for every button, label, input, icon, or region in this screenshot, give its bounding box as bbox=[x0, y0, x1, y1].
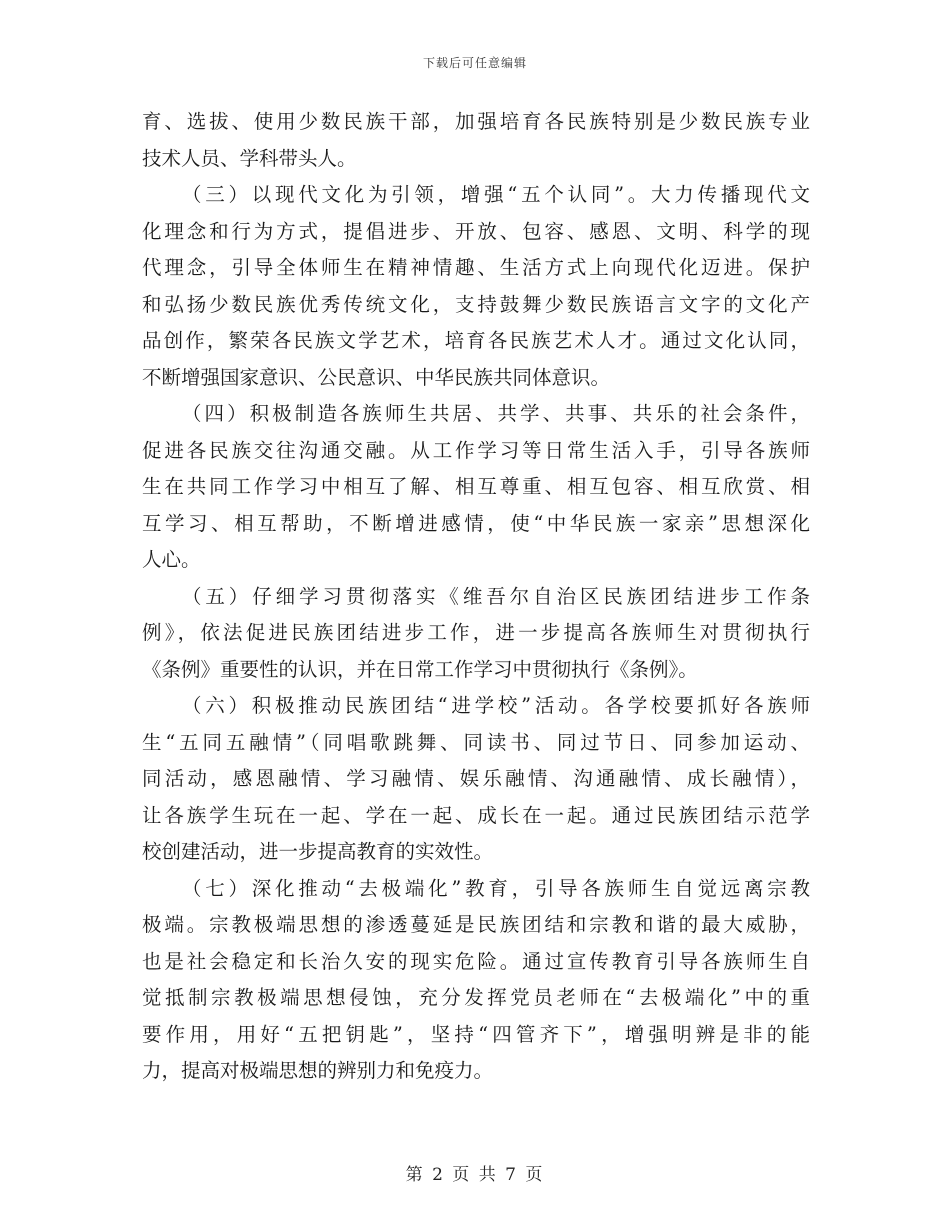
text-line: 校创建活动，进一步提高教育的实效性。 bbox=[142, 840, 494, 863]
paragraph bbox=[142, 579, 810, 689]
text-line: 促进各民族交往沟通交融。从工作学习等日常生活入手，引导各族师 bbox=[142, 438, 810, 462]
text-line: 要作用，用好“五把钥匙”，坚持“四管齐下”，增强明辨是非的能 bbox=[142, 1022, 810, 1046]
text-line: （七）深化推动“去极端化”教育，引导各族师生自觉远离宗教 bbox=[182, 876, 810, 900]
text-line: 让各族学生玩在一起、学在一起、成长在一起。通过民族团结示范学 bbox=[142, 803, 810, 827]
body-text bbox=[142, 104, 810, 1090]
text-line: 觉抵制宗教极端思想侵蚀，充分发挥党员老师在“去极端化”中的重 bbox=[142, 986, 810, 1009]
text-line: 互学习、相互帮助，不断增进感情，使“中华民族一家亲”思想深化 bbox=[142, 511, 810, 535]
paragraph bbox=[142, 104, 810, 177]
text-line: 生“五同五融情”（同唱歌跳舞、同读书、同过节日、同参加运动、 bbox=[142, 730, 810, 754]
text-line: 不断增强国家意识、公民意识、中华民族共同体意识。 bbox=[142, 365, 611, 389]
text-line: 生在共同工作学习中相互了解、相互尊重、相互包容、相互欣赏、相 bbox=[142, 475, 810, 498]
text-line: 例》，依法促进民族团结进步工作，进一步提高各族师生对贯彻执行 bbox=[142, 621, 810, 644]
paragraph bbox=[142, 871, 810, 1090]
text-line: 品创作，繁荣各民族文学艺术，培育各民族艺术人才。通过文化认同， bbox=[142, 329, 810, 352]
text-line: 人心。 bbox=[142, 548, 201, 571]
text-line: 力，提高对极端思想的辨别力和免疫力。 bbox=[142, 1059, 494, 1082]
text-line: （六）积极推动民族团结“进学校”活动。各学校要抓好各族师 bbox=[182, 694, 810, 717]
text-line: 技术人员、学科带头人。 bbox=[142, 146, 357, 170]
text-line: （五）仔细学习贯彻落实《维吾尔自治区民族团结进步工作条 bbox=[182, 584, 810, 608]
text-line: 也是社会稳定和长治久安的现实危险。通过宣传教育引导各族师生自 bbox=[142, 949, 810, 973]
text-line: 同活动，感恩融情、学习融情、娱乐融情、沟通融情、成长融情）， bbox=[142, 767, 810, 790]
text-line: 育、选拔、使用少数民族干部，加强培育各民族特别是少数民族专业 bbox=[142, 110, 810, 133]
text-line: （三）以现代文化为引领，增强“五个认同”。大力传播现代文 bbox=[182, 183, 810, 206]
paragraph bbox=[142, 688, 810, 871]
text-line: 化理念和行为方式，提倡进步、开放、包容、感恩、文明、科学的现 bbox=[142, 219, 810, 243]
text-line: （四）积极制造各族师生共居、共学、共事、共乐的社会条件， bbox=[182, 402, 810, 425]
paragraph bbox=[142, 177, 810, 396]
text-line: 和弘扬少数民族优秀传统文化，支持鼓舞少数民族语言文字的文化产 bbox=[142, 292, 810, 316]
text-line: 代理念，引导全体师生在精神情趣、生活方式上向现代化迈进。保护 bbox=[142, 256, 810, 279]
paragraph bbox=[142, 396, 810, 579]
text-line: 《条例》重要性的认识，并在日常工作学习中贯彻执行《条例》。 bbox=[142, 657, 698, 681]
page-number: 第 2 页 共 7 页 bbox=[405, 1165, 545, 1185]
text-line: 极端。宗教极端思想的渗透蔓延是民族团结和宗教和谐的最大威胁， bbox=[142, 913, 810, 936]
header-note: 下载后可任意编辑 bbox=[422, 56, 527, 70]
